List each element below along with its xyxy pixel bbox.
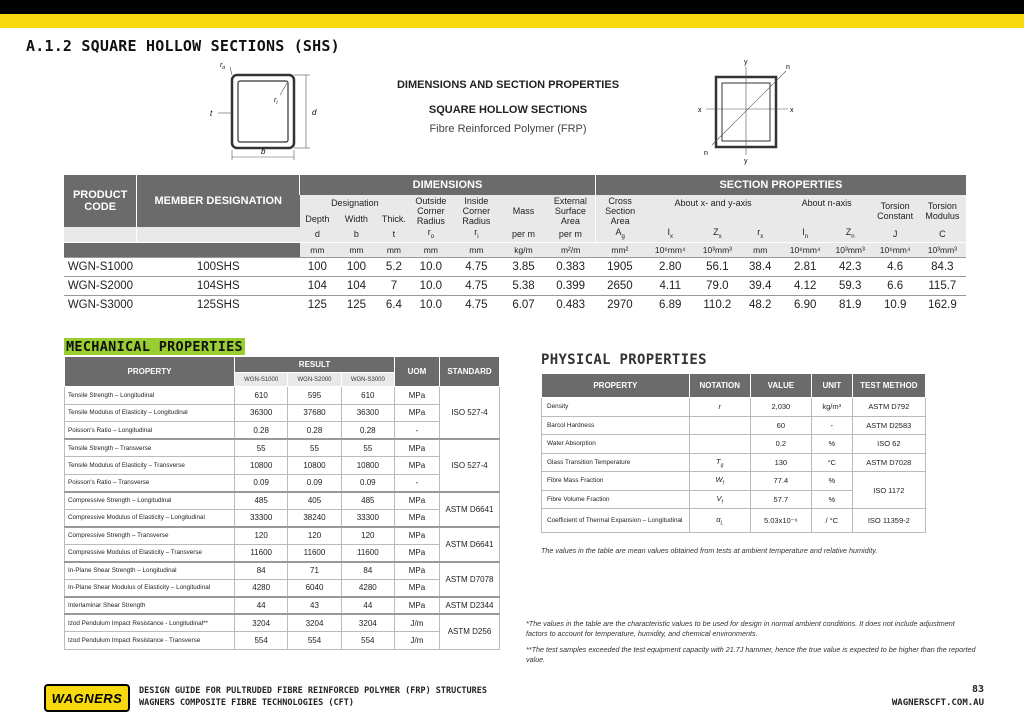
mech-value: 37680 [288, 404, 341, 422]
x-right-label: x [790, 107, 794, 114]
value-cell: 6.89 [659, 299, 682, 312]
mechanical-table [64, 356, 500, 650]
phys-method: ASTM D7028 [852, 453, 925, 472]
mech-value: 11600 [288, 544, 341, 562]
torsion-mod-head: Torsion Modulus [919, 195, 966, 227]
mech-row [65, 439, 500, 457]
value-cell: 110.2 [703, 299, 732, 312]
depth-head: Depth [300, 211, 335, 227]
mech-property: Poisson's Ratio – Transverse [65, 474, 235, 492]
mech-property: Tensile Strength – Longitudinal [65, 387, 235, 405]
mech-property: In-Plane Shear Modulus of Elasticity – Longitudinal [65, 579, 235, 597]
mech-row [65, 492, 500, 510]
value-cell: 4.75 [465, 299, 488, 312]
mech-value: 554 [235, 632, 288, 650]
phys-notation: $W_f$ [689, 472, 750, 491]
mech-value: 38240 [288, 509, 341, 527]
sym-d: d [300, 227, 335, 242]
mech-uom: MPa [395, 509, 440, 527]
phys-method: ASTM D792 [852, 398, 925, 417]
mass-per: per m [501, 227, 546, 242]
mech-standard: ASTM D7078 [440, 562, 500, 597]
mech-sub-s2000: WGN-S2000 [288, 373, 341, 387]
mech-value: 33300 [341, 509, 394, 527]
mech-uom: MPa [395, 562, 440, 580]
physical-table [541, 373, 926, 533]
sym-ag: $A_g$ [595, 227, 644, 242]
mech-sub-s3000: WGN-S3000 [341, 373, 394, 387]
axis-diagram [690, 55, 810, 165]
dimensions-table [64, 175, 966, 314]
phys-unit: °C [811, 453, 852, 472]
mech-property: In-Plane Shear Strength – Longitudinal [65, 562, 235, 580]
mech-value: 36300 [341, 404, 394, 422]
value-cell: 4.75 [465, 279, 488, 292]
mech-property: Compressive Modulus of Elasticity – Longitudinal [65, 509, 235, 527]
dim-row [64, 295, 966, 314]
mech-value: 0.28 [288, 422, 341, 440]
mech-value: 3204 [235, 614, 288, 632]
mech-value: 84 [341, 562, 394, 580]
page-number: 83 [971, 684, 984, 695]
designation-cell: 104SHS [196, 279, 240, 292]
mech-col-standard: STANDARD [440, 357, 500, 387]
value-cell: 115.7 [928, 279, 957, 292]
footnote-1: *The values in the table are the characteristic values to be used for design in normal ambient conditions. It does not include adjustment factors to account for temperature, humidity, and chemical environments. [526, 619, 955, 638]
section-title: A.1.2 SQUARE HOLLOW SECTIONS (SHS) [26, 37, 340, 55]
phys-row [542, 416, 926, 435]
phys-method: ISO 1172 [852, 472, 925, 509]
thick-head: Thick. [378, 211, 410, 227]
phys-unit: / °C [811, 509, 852, 533]
phys-value: 0.2 [750, 435, 811, 454]
value-cell: 125 [307, 299, 327, 312]
heading-dimensions-properties: DIMENSIONS AND SECTION PROPERTIES [396, 79, 620, 91]
value-cell: 10.0 [419, 260, 443, 273]
designation-cell: 125SHS [196, 299, 240, 312]
mech-standard: ASTM D6641 [440, 492, 500, 527]
about-n-head: About n-axis [782, 195, 872, 211]
mech-value: 0.28 [235, 422, 288, 440]
phys-row [542, 472, 926, 491]
sym-zn: $Z_n$ [829, 227, 872, 242]
mech-col-uom: UOM [395, 357, 440, 387]
sym-in: $I_n$ [782, 227, 829, 242]
mech-property: Izod Pendulum Impact Resistance - Transverse [65, 632, 235, 650]
value-cell: 5.2 [385, 260, 402, 273]
value-cell: 7 [390, 279, 398, 292]
mech-uom: MPa [395, 597, 440, 615]
shs-section-diagram [200, 55, 330, 165]
value-cell: 162.9 [927, 299, 957, 312]
col-member-designation: MEMBER DESIGNATION [137, 175, 300, 227]
phys-unit: % [811, 490, 852, 509]
footnote-2: **The test samples exceeded the test equipment capacity with 21.7J hammer, hence the true value is expected to be higher than the reported value. [526, 645, 976, 664]
value-cell: 6.90 [793, 299, 817, 312]
mech-value: 595 [288, 387, 341, 405]
mech-value: 120 [341, 527, 394, 545]
value-cell: 0.383 [556, 260, 586, 273]
mech-value: 43 [288, 597, 341, 615]
footer-line1: DESIGN GUIDE FOR PULTRUDED FIBRE REINFORCED POLYMER (FRP) STRUCTURES [139, 686, 487, 696]
mech-row [65, 457, 500, 475]
mech-value: 10800 [235, 457, 288, 475]
value-cell: 2.81 [793, 260, 817, 273]
mech-property: Poisson's Ratio – Longitudinal [65, 422, 235, 440]
sym-ix: $I_x$ [645, 227, 696, 242]
ro-label: $r_o$ [220, 62, 226, 71]
phys-property: Density [542, 398, 690, 417]
mech-value: 10800 [288, 457, 341, 475]
mech-value: 71 [288, 562, 341, 580]
phys-notation: $T_g$ [689, 453, 750, 472]
mech-row [65, 527, 500, 545]
dim-row [64, 257, 966, 276]
group-dimensions: DIMENSIONS [300, 175, 596, 195]
phys-notation: $V_f$ [689, 490, 750, 509]
value-cell: 5.38 [512, 279, 535, 292]
sym-ro: $r_o$ [410, 227, 452, 242]
phys-unit: - [811, 416, 852, 435]
value-cell: 100 [346, 260, 367, 273]
value-cell: 1905 [607, 260, 633, 273]
phys-value: 77.4 [750, 472, 811, 491]
mech-property: Tensile Strength – Transverse [65, 439, 235, 457]
mass-head: Mass [501, 195, 546, 227]
value-cell: 4.6 [887, 260, 904, 273]
mech-value: 610 [235, 387, 288, 405]
value-cell: 0.399 [556, 279, 586, 292]
d-label: d [312, 108, 317, 117]
mech-uom: MPa [395, 439, 440, 457]
phys-property: Barcol Hardness [542, 416, 690, 435]
phys-value: 5.03x10⁻⁶ [750, 509, 811, 533]
sym-c: C [919, 227, 966, 242]
mech-value: 10800 [341, 457, 394, 475]
mech-value: 6040 [288, 579, 341, 597]
mech-uom: - [395, 474, 440, 492]
phys-unit: % [811, 435, 852, 454]
ri-label: $r_i$ [274, 97, 278, 106]
mech-row [65, 404, 500, 422]
mech-row [65, 544, 500, 562]
mechanical-title: MECHANICAL PROPERTIES [66, 339, 243, 355]
mech-value: 120 [288, 527, 341, 545]
mech-value: 4280 [341, 579, 394, 597]
mech-value: 485 [235, 492, 288, 510]
phys-property: Fibre Mass Fraction [542, 472, 690, 491]
mech-value: 485 [341, 492, 394, 510]
phys-row [542, 398, 926, 417]
phys-property: Coefficient of Thermal Expansion – Longitudinal [542, 509, 690, 533]
mech-value: 4280 [235, 579, 288, 597]
designation-head: Designation [300, 195, 410, 211]
value-cell: 4.12 [793, 279, 817, 292]
designation-cell: 100SHS [196, 260, 240, 273]
heading-square-hollow: SQUARE HOLLOW SECTIONS [428, 104, 588, 116]
physical-title: PHYSICAL PROPERTIES [541, 352, 707, 368]
n-bottom-label: n [704, 150, 708, 157]
product-code-cell: WGN-S2000 [67, 279, 134, 292]
sym-t: t [378, 227, 410, 242]
col-product-code: PRODUCT CODE [64, 175, 137, 227]
outside-radius-head: Outside Corner Radius [410, 195, 452, 227]
footer-line2: WAGNERS COMPOSITE FIBRE TECHNOLOGIES (CFT) [139, 698, 354, 708]
mech-uom: MPa [395, 457, 440, 475]
physical-note: The values in the table are mean values obtained from tests at ambient temperature and relative humidity. [541, 546, 878, 555]
mech-value: 55 [341, 439, 394, 457]
ext-per: per m [546, 227, 595, 242]
sym-zx: $Z_x$ [696, 227, 739, 242]
phys-col-unit: UNIT [811, 374, 852, 398]
value-cell: 6.4 [385, 299, 402, 312]
mech-value: 0.28 [341, 422, 394, 440]
mech-row [65, 579, 500, 597]
mech-standard: ASTM D256 [440, 614, 500, 649]
mech-uom: MPa [395, 527, 440, 545]
mech-value: 55 [235, 439, 288, 457]
sym-rx: $r_x$ [739, 227, 782, 242]
value-cell: 39.4 [749, 279, 772, 292]
value-cell: 38.4 [749, 260, 772, 273]
mech-value: 44 [235, 597, 288, 615]
mech-uom: MPa [395, 492, 440, 510]
mech-value: 610 [341, 387, 394, 405]
ext-area-head: External Surface Area [546, 195, 595, 227]
mech-col-result: RESULT [235, 357, 395, 373]
phys-unit: % [811, 472, 852, 491]
mech-standard: ASTM D6641 [440, 527, 500, 562]
mech-standard: ASTM D2344 [440, 597, 500, 615]
mech-row [65, 614, 500, 632]
mech-standard: ISO 527-4 [440, 439, 500, 492]
mech-row [65, 632, 500, 650]
mech-uom: J/m [395, 614, 440, 632]
value-cell: 6.6 [887, 279, 904, 292]
mech-col-property: PROPERTY [65, 357, 235, 387]
mech-property: Interlaminar Shear Strength [65, 597, 235, 615]
mech-value: 33300 [235, 509, 288, 527]
value-cell: 81.9 [838, 299, 862, 312]
value-cell: 104 [346, 279, 367, 292]
website-link[interactable]: WAGNERSCFT.COM.AU [891, 698, 984, 708]
value-cell: 84.3 [931, 260, 954, 273]
phys-notation: r [689, 398, 750, 417]
dim-row [64, 276, 966, 295]
heading-frp: Fibre Reinforced Polymer (FRP) [429, 123, 587, 135]
mech-sub-s1000: WGN-S1000 [235, 373, 288, 387]
value-cell: 48.2 [749, 299, 772, 312]
phys-col-property: PROPERTY [542, 374, 690, 398]
width-head: Width [335, 211, 378, 227]
mech-value: 0.09 [341, 474, 394, 492]
mech-row [65, 597, 500, 615]
mech-value: 3204 [288, 614, 341, 632]
value-cell: 10.0 [419, 299, 443, 312]
mech-row [65, 562, 500, 580]
phys-method: ISO 11359-2 [852, 509, 925, 533]
mech-uom: MPa [395, 579, 440, 597]
value-cell: 56.1 [706, 260, 729, 273]
mech-value: 0.09 [288, 474, 341, 492]
phys-value: 2,030 [750, 398, 811, 417]
sym-ri: $r_i$ [452, 227, 501, 242]
y-bottom-label: y [744, 158, 748, 165]
top-yellow-band [0, 14, 1024, 28]
mech-uom: - [395, 422, 440, 440]
phys-row [542, 453, 926, 472]
mech-property: Tensile Modulus of Elasticity – Transverse [65, 457, 235, 475]
value-cell: 100 [307, 260, 327, 273]
value-cell: 104 [307, 279, 327, 292]
value-cell: 42.3 [838, 260, 862, 273]
phys-method: ISO 62 [852, 435, 925, 454]
mech-property: Izod Pendulum Impact Resistance - Longitudinal** [65, 614, 235, 632]
phys-notation: $\alpha_L$ [689, 509, 750, 533]
mech-row [65, 387, 500, 405]
phys-notation [689, 435, 750, 454]
mech-uom: MPa [395, 544, 440, 562]
mech-value: 554 [341, 632, 394, 650]
torsion-const-head: Torsion Constant [872, 195, 919, 227]
mech-uom: MPa [395, 404, 440, 422]
value-cell: 125 [346, 299, 367, 312]
value-cell: 10.9 [883, 299, 907, 312]
phys-col-value: VALUE [750, 374, 811, 398]
phys-notation [689, 416, 750, 435]
product-code-cell: WGN-S1000 [67, 260, 134, 273]
value-cell: 10.0 [419, 279, 443, 292]
phys-property: Glass Transition Temperature [542, 453, 690, 472]
mech-value: 84 [235, 562, 288, 580]
value-cell: 4.11 [659, 279, 681, 292]
t-label: t [210, 109, 213, 118]
mech-value: 0.09 [235, 474, 288, 492]
sym-b: b [335, 227, 378, 242]
value-cell: 4.75 [465, 260, 488, 273]
phys-value: 60 [750, 416, 811, 435]
phys-col-notation: NOTATION [689, 374, 750, 398]
mech-uom: MPa [395, 387, 440, 405]
phys-property: Fibre Volume Fraction [542, 490, 690, 509]
phys-property: Water Absorption [542, 435, 690, 454]
mech-value: 36300 [235, 404, 288, 422]
phys-unit: kg/m³ [811, 398, 852, 417]
cross-area-head: Cross Section Area [595, 195, 644, 227]
mech-property: Tensile Modulus of Elasticity – Longitudinal [65, 404, 235, 422]
value-cell: 2650 [607, 279, 633, 292]
b-label: b [261, 147, 266, 156]
mech-uom: J/m [395, 632, 440, 650]
about-xy-head: About x- and y-axis [645, 195, 782, 211]
value-cell: 6.07 [512, 299, 535, 312]
mech-value: 120 [235, 527, 288, 545]
mech-row [65, 509, 500, 527]
mech-value: 554 [288, 632, 341, 650]
value-cell: 2.80 [659, 260, 682, 273]
value-cell: 3.85 [512, 260, 535, 273]
phys-row [542, 509, 926, 533]
value-cell: 79.0 [706, 279, 729, 292]
phys-method: ASTM D2583 [852, 416, 925, 435]
mech-row [65, 422, 500, 440]
mech-value: 3204 [341, 614, 394, 632]
value-cell: 59.3 [838, 279, 862, 292]
mech-property: Compressive Strength – Longitudinal [65, 492, 235, 510]
value-cell: 0.483 [556, 299, 586, 312]
phys-row [542, 435, 926, 454]
top-black-bar [0, 0, 1024, 14]
value-cell: 2970 [607, 299, 633, 312]
mech-property: Compressive Modulus of Elasticity – Transverse [65, 544, 235, 562]
mech-value: 405 [288, 492, 341, 510]
mech-property: Compressive Strength – Transverse [65, 527, 235, 545]
phys-value: 57.7 [750, 490, 811, 509]
units-row: mm mm mm mm mm kg/m m²/m mm² 10⁶mm⁴ 10³mm³ mm 10⁶mm⁴ 10³mm³ 10⁶mm⁴ 10³mm³ [64, 242, 966, 257]
y-top-label: y [744, 59, 748, 66]
group-section-properties: SECTION PROPERTIES [595, 175, 966, 195]
phys-col-method: TEST METHOD [852, 374, 925, 398]
sym-j: J [872, 227, 919, 242]
mech-value: 11600 [341, 544, 394, 562]
mech-value: 44 [341, 597, 394, 615]
mech-standard: ISO 527-4 [440, 387, 500, 440]
mech-value: 11600 [235, 544, 288, 562]
phys-value: 130 [750, 453, 811, 472]
inside-radius-head: Inside Corner Radius [452, 195, 501, 227]
wagners-logo: WAGNERS [44, 684, 130, 712]
product-code-cell: WGN-S3000 [67, 299, 134, 312]
n-top-label: n [786, 64, 790, 71]
x-left-label: x [698, 107, 702, 114]
mech-row [65, 474, 500, 492]
mech-value: 55 [288, 439, 341, 457]
